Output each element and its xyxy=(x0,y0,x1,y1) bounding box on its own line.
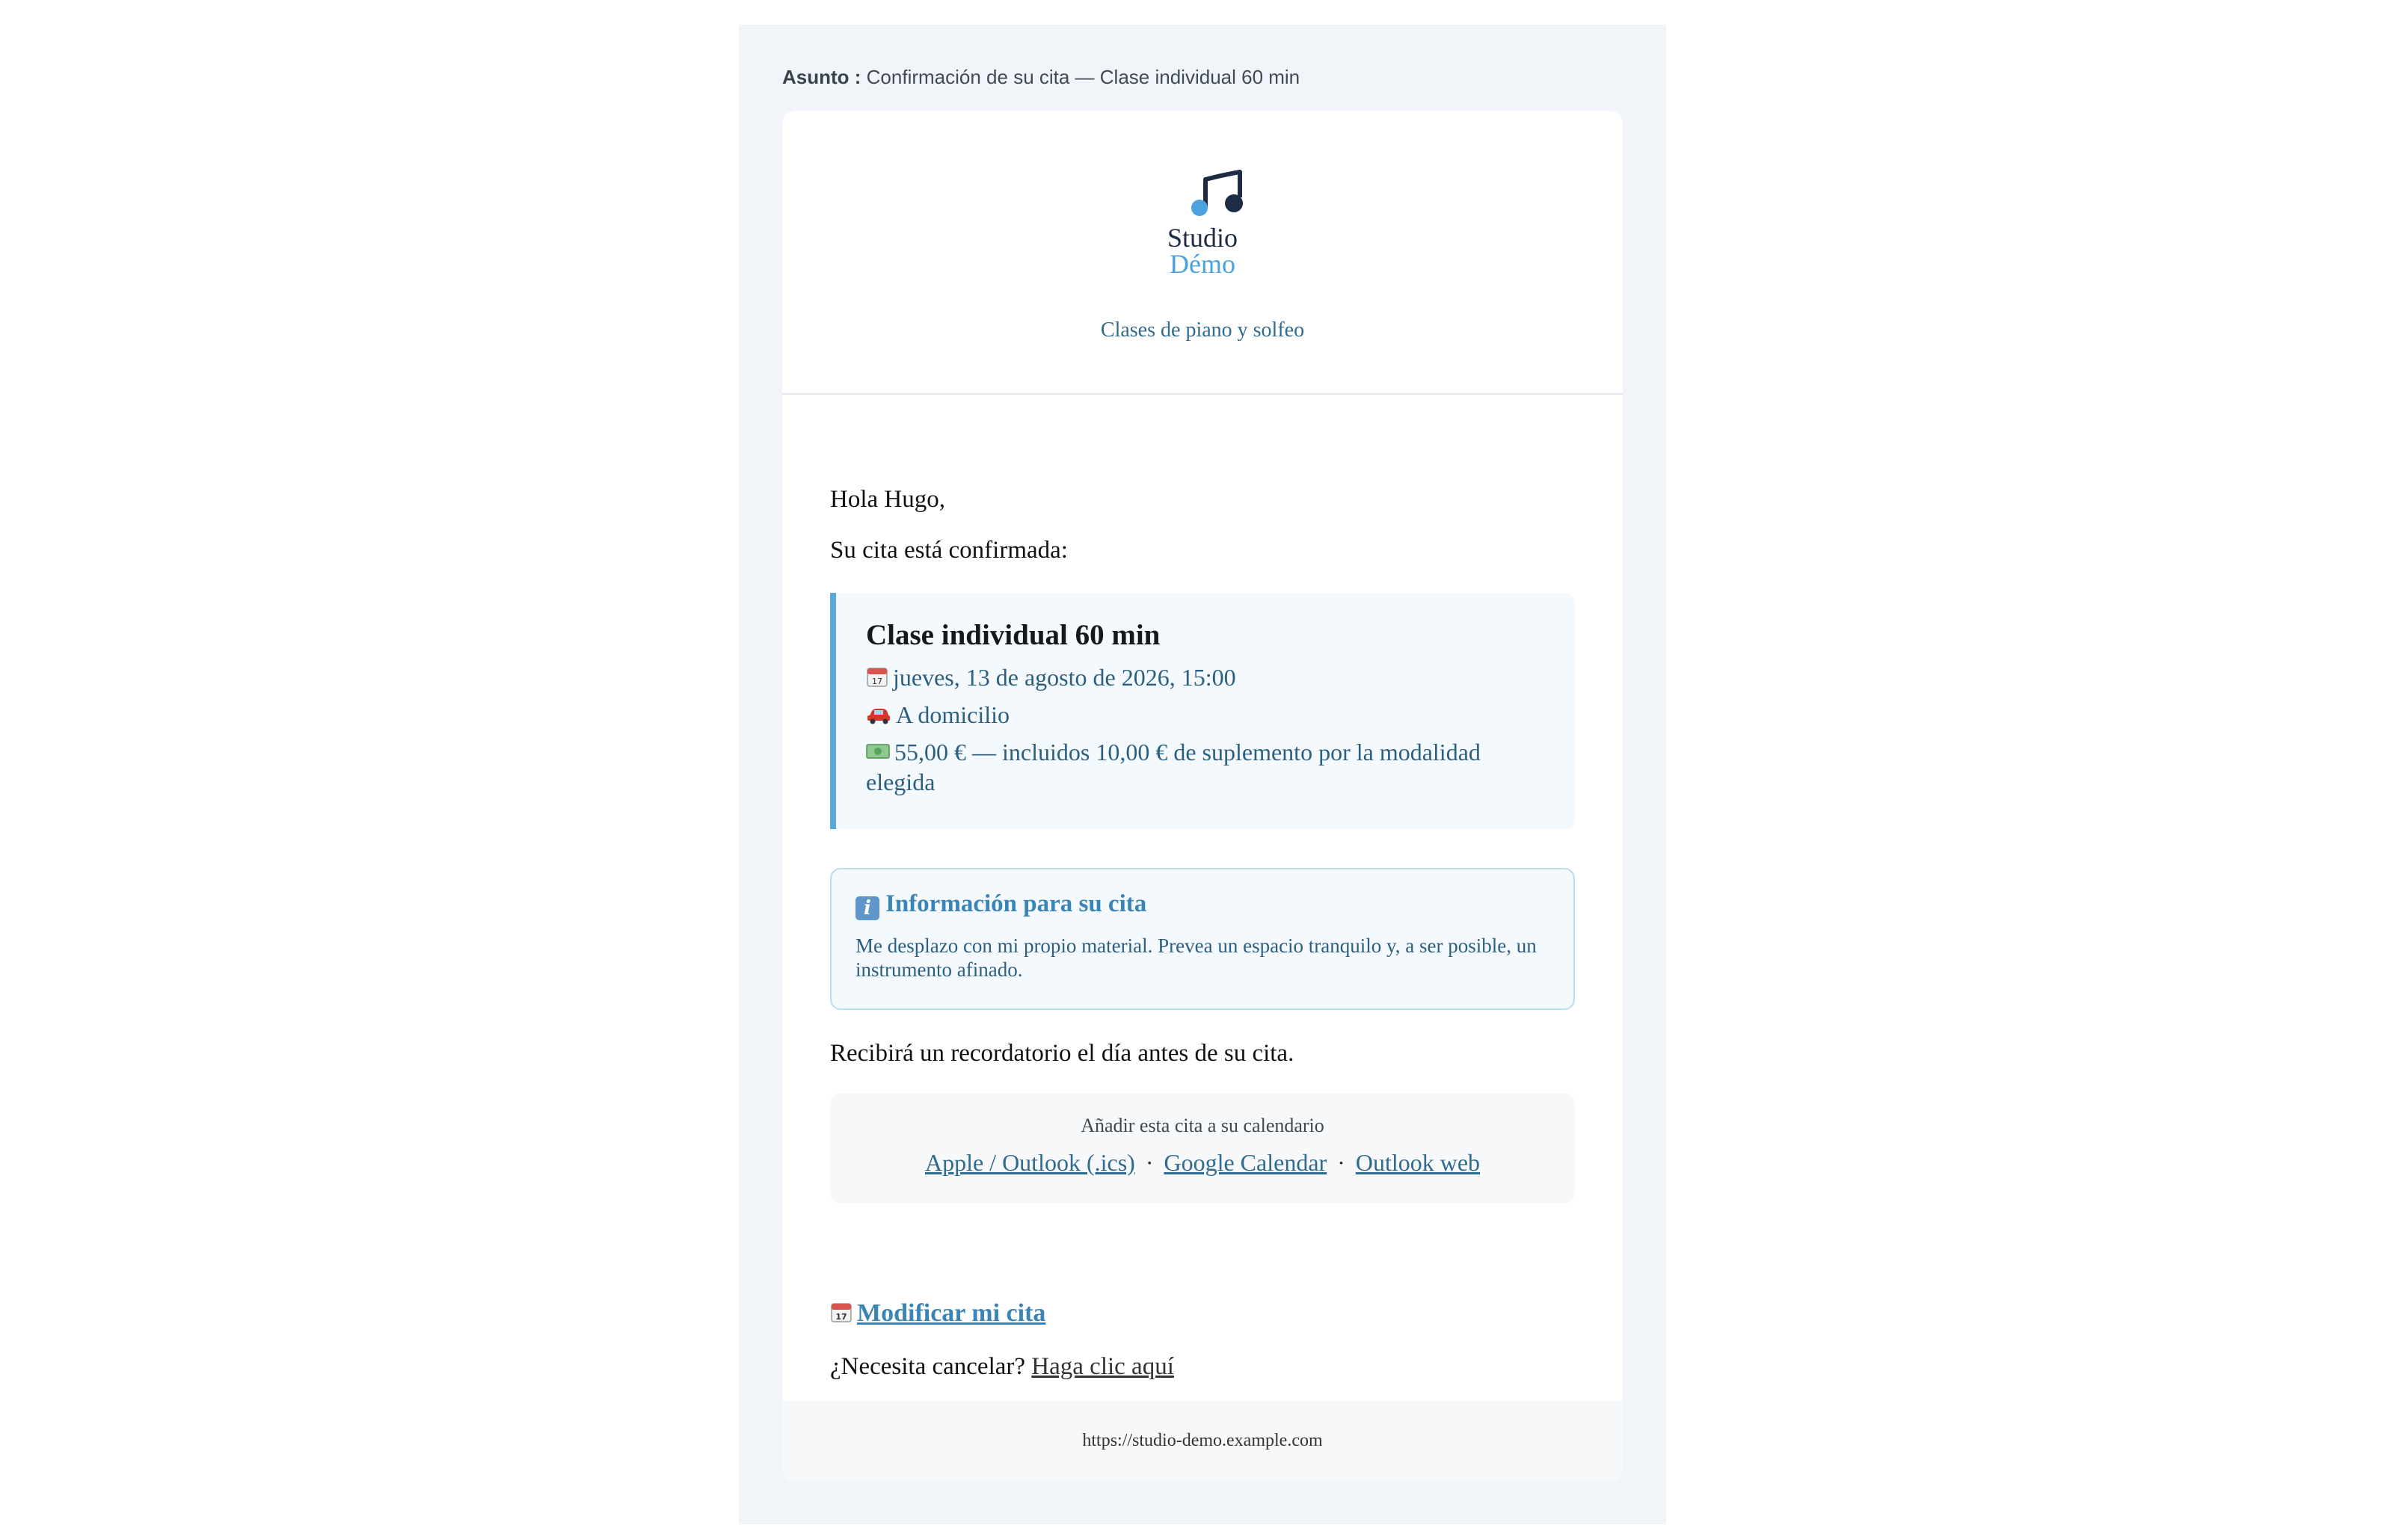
calendar-label: Añadir esta cita a su calendario xyxy=(1081,1115,1324,1136)
modify-appointment-link[interactable] xyxy=(830,1299,1045,1327)
calendar-icon xyxy=(866,665,888,688)
car-icon xyxy=(866,705,891,724)
info-text: Me desplazo con mi propio material. Prevea un espacio tranquilo y, a ser posible, un instrumento afinado. xyxy=(855,934,1537,981)
calendar-link-outlook-web[interactable]: Outlook web xyxy=(1355,1149,1481,1176)
cancel-prompt: ¿Necesita cancelar? xyxy=(830,1353,1026,1380)
separator: · xyxy=(1337,1149,1345,1176)
greeting: Hola Hugo, xyxy=(830,486,945,513)
appointment-title: Clase individual 60 min xyxy=(866,619,1161,651)
email-subject xyxy=(782,66,1300,89)
calendar-box xyxy=(830,1094,1575,1203)
info-title xyxy=(855,890,1549,920)
appointment-price xyxy=(866,737,1545,797)
appointment-datetime-text: jueves, 13 de agosto de 2026, 15:00 xyxy=(893,664,1236,691)
appointment-card xyxy=(830,593,1575,829)
info-box xyxy=(830,868,1575,1010)
svg-text:17: 17 xyxy=(872,677,882,686)
logo-text-studio: Studio xyxy=(1167,223,1238,253)
logo-text-demo: Démo xyxy=(1170,249,1235,279)
modify-row xyxy=(830,1299,1045,1328)
email-card xyxy=(782,111,1623,1482)
appointment-location xyxy=(866,700,1545,730)
modify-appointment-label: Modificar mi cita xyxy=(857,1299,1046,1327)
cancel-link[interactable]: Haga clic aquí xyxy=(1031,1353,1174,1380)
email-footer xyxy=(782,1401,1623,1482)
appointment-price-text: 55,00 € — incluidos 10,00 € de suplemento por la modalidad elegida xyxy=(866,739,1481,795)
svg-text:17: 17 xyxy=(835,1312,847,1322)
brand-tagline: Clases de piano y solfeo xyxy=(1100,318,1305,342)
appointment-datetime xyxy=(866,662,1545,692)
calendar-link-ics[interactable]: Apple / Outlook (.ics) xyxy=(924,1149,1135,1176)
reminder-text: Recibirá un recordatorio el día antes de su cita. xyxy=(830,1040,1294,1067)
studio-logo xyxy=(1152,164,1253,284)
money-icon xyxy=(866,742,890,760)
info-icon: i xyxy=(855,896,879,920)
appointment-location-text: A domicilio xyxy=(896,701,1010,728)
cancel-row xyxy=(830,1353,1174,1381)
subject-text: Confirmación de su cita — Clase individual 60 min xyxy=(866,66,1300,88)
calendar-icon xyxy=(830,1301,853,1323)
info-title-text: Información para su cita xyxy=(885,890,1147,917)
email-viewer xyxy=(739,25,1666,1524)
email-header xyxy=(782,111,1623,395)
confirmation-text: Su cita está confirmada: xyxy=(830,537,1068,564)
subject-label: Asunto : xyxy=(782,66,861,88)
calendar-link-google[interactable]: Google Calendar xyxy=(1164,1149,1327,1176)
calendar-links xyxy=(830,1149,1575,1177)
footer-url: https://studio-demo.example.com xyxy=(1082,1431,1323,1450)
separator: · xyxy=(1145,1149,1154,1176)
